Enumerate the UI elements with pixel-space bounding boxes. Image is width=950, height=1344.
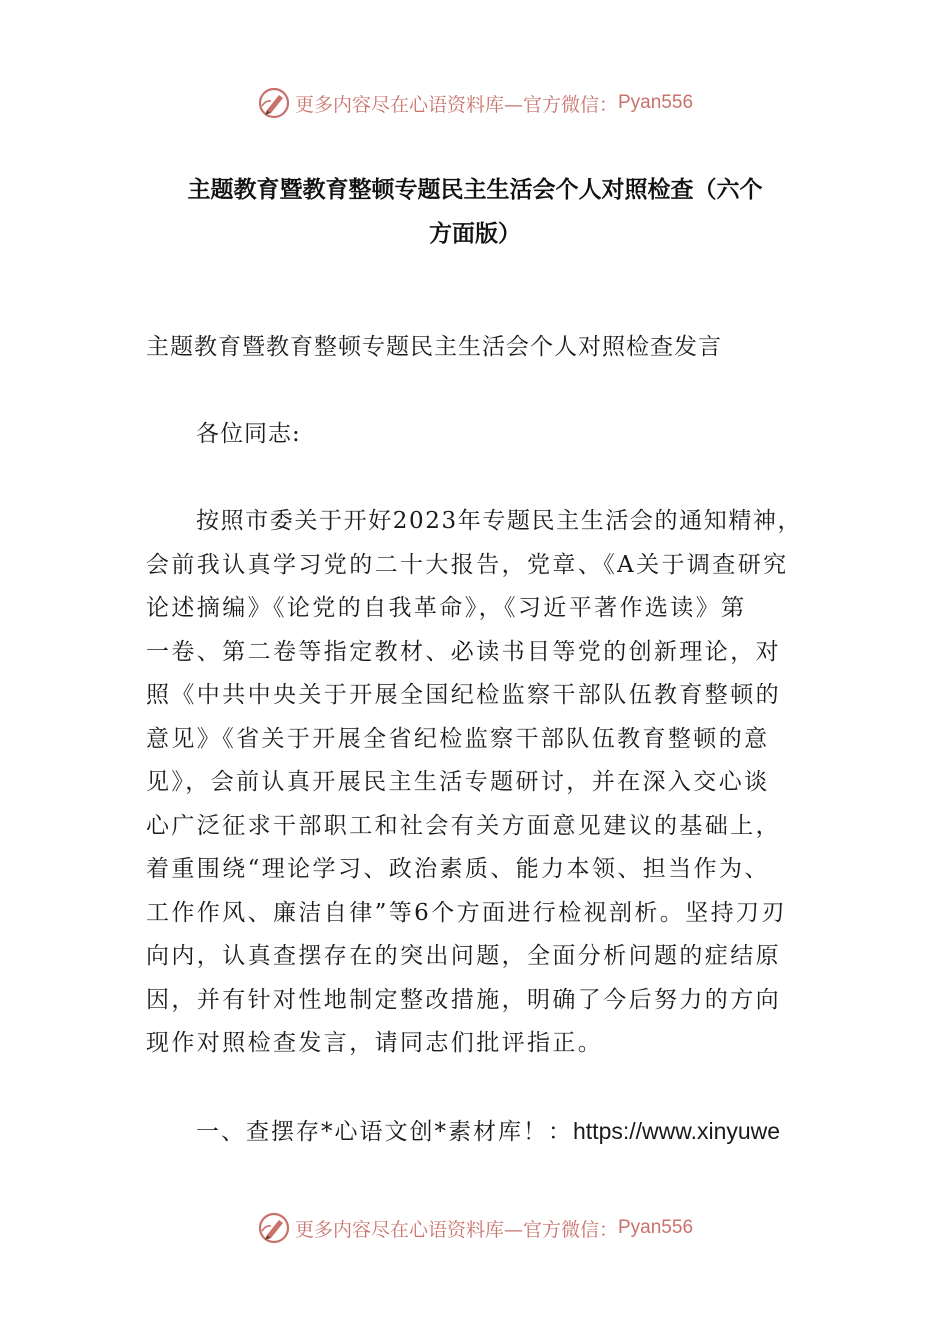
section-label: 一、查摆存*心语文创*素材库！： bbox=[196, 1119, 573, 1145]
paragraph-line: 着重围绕“理论学习、政治素质、能力本领、担当作为、 bbox=[146, 856, 770, 882]
paragraph-line: 因，并有针对性地制定整改措施，明确了今后努力的方向 bbox=[146, 986, 781, 1013]
speech-subtitle: 主题教育暨教育整顿专题民主生活会个人对照检查发言 bbox=[146, 334, 722, 360]
section-url-link[interactable]: https://www.xinyuwe bbox=[573, 1118, 781, 1144]
paragraph-line: 论述摘编》《论党的自我革命》，《习近平著作选读》第 bbox=[146, 595, 747, 621]
paragraph-line: 向内，认真查摆存在的突出问题，全面分析问题的症结原 bbox=[146, 943, 781, 969]
paragraph-line: 一卷、第二卷等指定教材、必读书目等党的创新理论，对 bbox=[146, 638, 781, 665]
document-title bbox=[140, 168, 810, 256]
header-watermark-banner bbox=[0, 83, 950, 123]
paragraph-line: 工作作风、廉洁自律”等6个方面进行检视剖析。坚持刀刃 bbox=[146, 899, 787, 926]
wechat-id: Pyan556 bbox=[618, 1217, 694, 1238]
wechat-id: Pyan556 bbox=[618, 92, 694, 113]
watermark-text: 更多内容尽在心语资料库—官方微信： bbox=[294, 93, 618, 116]
paragraph-line: 现作对照检查发言，请同志们批评指正。 bbox=[146, 1030, 604, 1056]
paragraph-line: 会前我认真学习党的二十大报告，党章、《A关于调查研究 bbox=[146, 551, 789, 578]
paragraph-line: 心广泛征求干部职工和社会有关方面意见建议的基础上， bbox=[146, 812, 781, 839]
body-paragraph bbox=[146, 500, 826, 1066]
paragraph-line: 照《中共中央关于开展全国纪检监察干部队伍教育整顿的 bbox=[146, 682, 781, 708]
title-line-1: 主题教育暨教育整顿专题民主生活会个人对照检查（六个 bbox=[187, 177, 763, 203]
footer-watermark-banner bbox=[0, 1208, 950, 1248]
paragraph-line: 按照市委关于开好2023年专题民主生活会的通知精神， bbox=[196, 508, 803, 534]
watermark-text: 更多内容尽在心语资料库—官方微信： bbox=[294, 1218, 618, 1241]
title-line-2: 方面版） bbox=[429, 221, 521, 247]
pen-logo-icon bbox=[257, 86, 291, 120]
section-heading bbox=[196, 1113, 780, 1146]
pen-logo-icon bbox=[257, 1211, 291, 1245]
paragraph-line: 意见》《省关于开展全省纪检监察干部队伍教育整顿的意 bbox=[146, 725, 770, 752]
paragraph-line: 见》，会前认真开展民主生活专题研讨，并在深入交心谈 bbox=[146, 769, 770, 795]
greeting: 各位同志: bbox=[196, 421, 301, 447]
